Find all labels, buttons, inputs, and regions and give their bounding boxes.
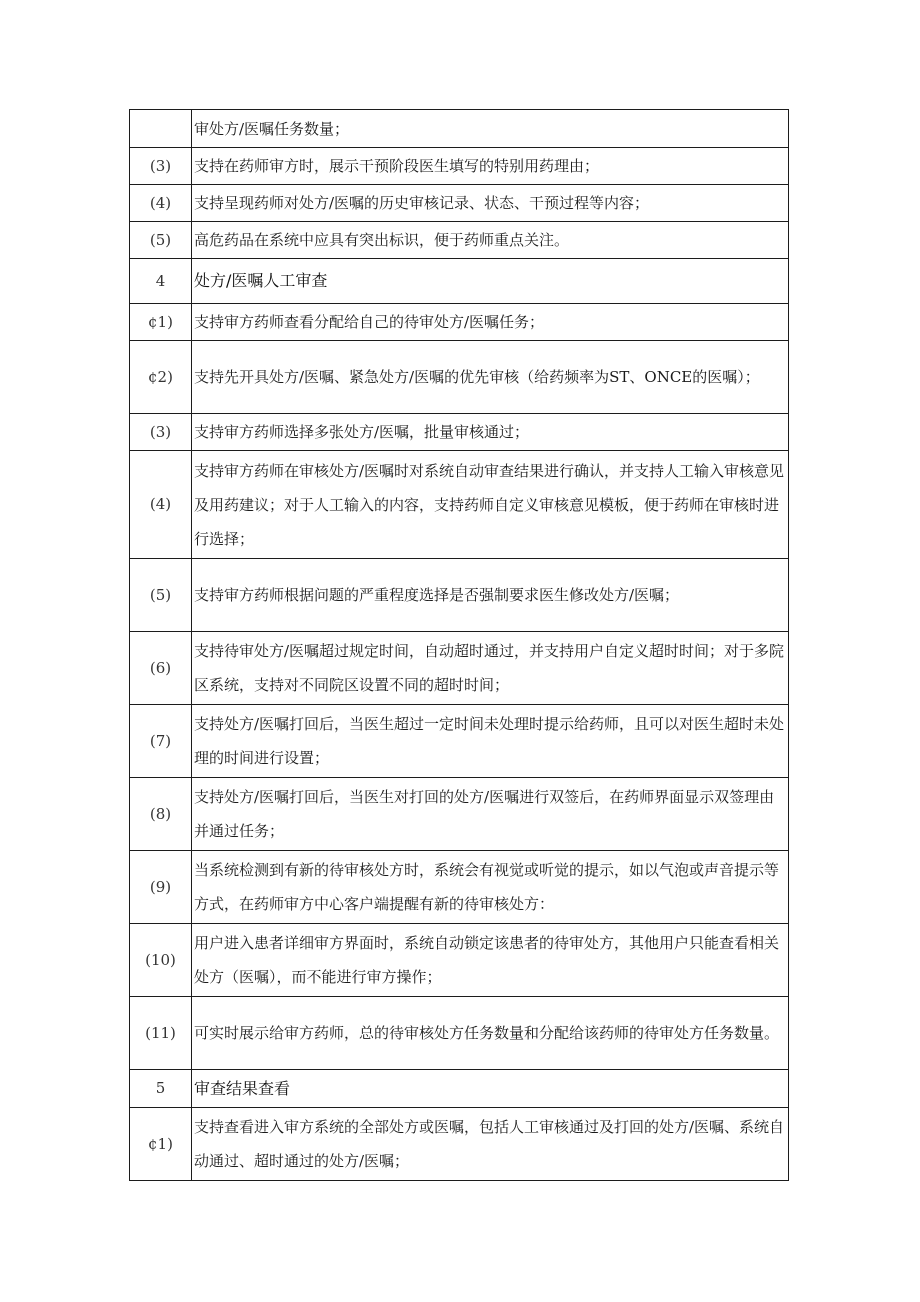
table-row [130, 778, 789, 851]
item-number-cell [130, 997, 192, 1070]
item-number: (3) [149, 422, 172, 441]
section-title-cell [192, 259, 789, 304]
section-title: 审查结果查看 [194, 1078, 291, 1098]
item-description: 用户进入患者详细审方界面时，系统自动锁定该患者的待审处方，其他用户只能查看相关处方（医嘱），而不能进行审方操作； [194, 934, 780, 986]
item-description: 支持查看进入审方系统的全部处方或医嘱，包括人工审核通过及打回的处方/医嘱、系统自动通过、超时通过的处方/医嘱； [194, 1118, 785, 1170]
section-heading-row [130, 259, 789, 304]
item-description: 审处方/医嘱任务数量； [194, 119, 350, 138]
item-number-cell [130, 559, 192, 632]
item-number: (7) [149, 731, 172, 750]
section-number: 4 [155, 271, 166, 290]
item-number-cell [130, 341, 192, 414]
item-number-cell [130, 110, 192, 148]
item-description-cell [192, 414, 789, 451]
item-number-cell [130, 705, 192, 778]
item-description-cell [192, 924, 789, 997]
item-description-cell [192, 451, 789, 559]
section-title-cell [192, 1070, 789, 1108]
item-number: (3) [149, 156, 172, 175]
section-heading-row [130, 1070, 789, 1108]
section-title: 处方/医嘱人工审查 [194, 271, 328, 290]
item-number-cell [130, 148, 192, 185]
item-description: 支持先开具处方/医嘱、紧急处方/医嘱的优先审核（给药频率为ST、ONCE的医嘱）； [194, 368, 760, 386]
table-row [130, 185, 789, 222]
item-description-cell [192, 185, 789, 222]
table-row [130, 632, 789, 705]
item-description-cell [192, 559, 789, 632]
table-row [130, 1108, 789, 1181]
requirements-table [129, 109, 789, 1181]
item-number: (5) [149, 585, 172, 604]
item-number-cell [130, 222, 192, 259]
item-number: (4) [149, 495, 172, 513]
section-number-cell [130, 1070, 192, 1108]
table-row [130, 110, 789, 148]
item-number-cell [130, 185, 192, 222]
item-description: 支持待审处方/医嘱超过规定时间，自动超时通过，并支持用户自定义超时时间；对于多院区系统，支持对不同院区设置不同的超时时间； [194, 642, 785, 694]
item-number: (6) [149, 658, 172, 677]
item-number: ¢2) [148, 367, 173, 386]
item-number: ¢1) [148, 1134, 173, 1153]
item-description-cell [192, 632, 789, 705]
table-row [130, 451, 789, 559]
item-number: (10) [145, 950, 176, 969]
item-description-cell [192, 110, 789, 148]
item-description-cell [192, 705, 789, 778]
item-number: (9) [149, 877, 172, 896]
table-row [130, 341, 789, 414]
item-description: 支持呈现药师对处方/医嘱的历史审核记录、状态、干预过程等内容； [194, 194, 650, 212]
item-description: 支持处方/医嘱打回后，当医生超过一定时间未处理时提示给药师，且可以对医生超时未处理的时间进行设置； [194, 715, 785, 767]
item-description: 支持处方/医嘱打回后，当医生对打回的处方/医嘱进行双签后，在药师界面显示双签理由并通过任务； [194, 788, 775, 840]
item-description-cell [192, 304, 789, 341]
item-number-cell [130, 414, 192, 451]
table-row [130, 222, 789, 259]
item-number-cell [130, 778, 192, 851]
item-description: 当系统检测到有新的待审核处方时，系统会有视觉或听觉的提示，如以气泡或声音提示等方式，在药师审方中心客户端提醒有新的待审核处方： [194, 861, 780, 913]
section-number: 5 [155, 1079, 166, 1097]
table-row [130, 997, 789, 1070]
item-description-cell [192, 851, 789, 924]
item-description: 支持审方药师查看分配给自己的待审处方/医嘱任务； [194, 313, 545, 331]
item-description-cell [192, 148, 789, 185]
table-row [130, 148, 789, 185]
table-row [130, 414, 789, 451]
item-description: 支持审方药师在审核处方/医嘱时对系统自动审查结果进行确认，并支持人工输入审核意见及用药建议；对于人工输入的内容，支持药师自定义审核意见模板，便于药师在审核时进行选择； [194, 461, 785, 548]
table-row [130, 304, 789, 341]
item-description-cell [192, 341, 789, 414]
item-description: 支持审方药师选择多张处方/医嘱，批量审核通过； [194, 423, 530, 441]
table-row [130, 851, 789, 924]
item-number-cell [130, 1108, 192, 1181]
item-description: 可实时展示给审方药师，总的待审核处方任务数量和分配给该药师的待审处方任务数量。 [194, 1024, 780, 1042]
item-number: (11) [145, 1023, 176, 1042]
table-row [130, 705, 789, 778]
section-number-cell [130, 259, 192, 304]
item-number-cell [130, 304, 192, 341]
item-number: (4) [149, 193, 172, 212]
item-description-cell [192, 222, 789, 259]
item-number-cell [130, 851, 192, 924]
table-row [130, 924, 789, 997]
item-description: 支持审方药师根据问题的严重程度选择是否强制要求医生修改处方/医嘱； [194, 586, 680, 604]
item-description-cell [192, 997, 789, 1070]
item-number-cell [130, 451, 192, 559]
item-description: 高危药品在系统中应具有突出标识，便于药师重点关注。 [194, 231, 570, 249]
table-row [130, 559, 789, 632]
item-number-cell [130, 924, 192, 997]
item-number-cell [130, 632, 192, 705]
item-number: ¢1) [148, 312, 173, 331]
item-description-cell [192, 1108, 789, 1181]
item-number: (5) [149, 230, 172, 249]
item-description: 支持在药师审方时，展示干预阶段医生填写的特别用药理由； [194, 157, 600, 175]
item-description-cell [192, 778, 789, 851]
item-number: (8) [149, 804, 172, 823]
